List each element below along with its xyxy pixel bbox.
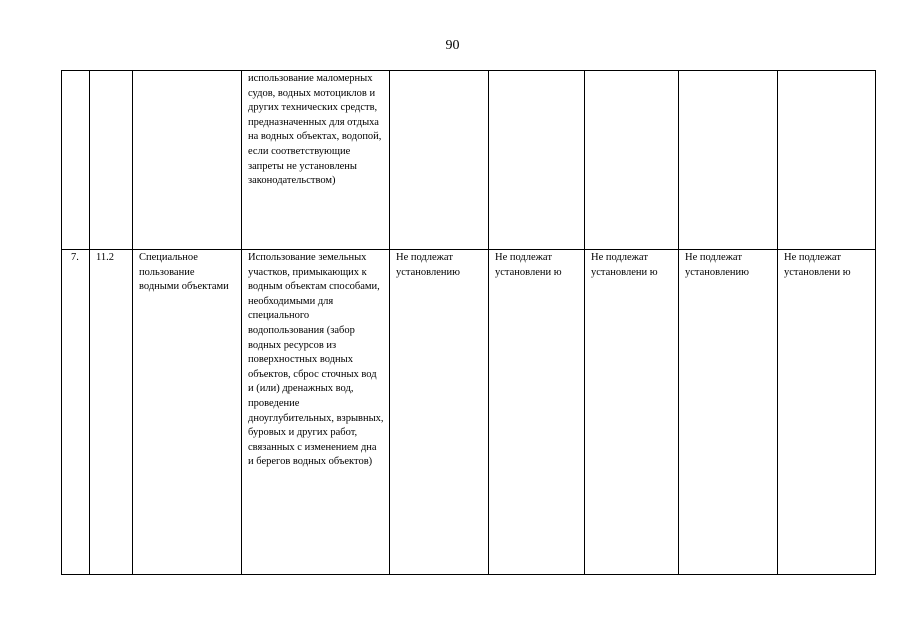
- row-col8-cell: [679, 250, 778, 575]
- row-code-cell: [90, 250, 133, 575]
- row-number-cell: [62, 250, 90, 575]
- row-col7: Не подлежат установлени ю: [591, 252, 658, 278]
- table-row: [62, 71, 876, 250]
- row-description-cell: [242, 71, 390, 250]
- row-col6-cell: [489, 250, 585, 575]
- row-col7-cell: [585, 250, 679, 575]
- table-row: [62, 250, 876, 575]
- row-name-cell: [133, 71, 242, 250]
- row-description-cell: [242, 250, 390, 575]
- row-col5: Не подлежат установлению: [396, 252, 460, 278]
- document-table: [61, 70, 876, 575]
- row-col5-cell: [390, 71, 489, 250]
- row-col6: Не подлежат установлени ю: [495, 252, 562, 278]
- row-col8: Не подлежат установлению: [685, 252, 749, 278]
- row-col8-cell: [679, 71, 778, 250]
- row-col5-cell: [390, 250, 489, 575]
- row-name: Специальное пользование водными объектами: [139, 252, 229, 293]
- row-number: 7.: [71, 252, 79, 263]
- row-number-cell: [62, 71, 90, 250]
- row-code: 11.2: [96, 252, 114, 263]
- row-col9-cell: [778, 71, 876, 250]
- row-name-cell: [133, 250, 242, 575]
- row-code-cell: [90, 71, 133, 250]
- row-description: Использование земельных участков, примыкающих к водным объектам способами, необходимыми для специального водопользования (забор водных ресурсов из поверхностных водных объектов, сброс сточных вод и (или) дренажных вод, проведение дноуглубительных, взрывных, буровых и других работ, связанных с изменением дна и берегов водных объектов): [248, 252, 384, 468]
- row-col7-cell: [585, 71, 679, 250]
- row-col9-cell: [778, 250, 876, 575]
- page-number: 90: [445, 38, 460, 53]
- row-description: использование маломерных судов, водных мотоциклов и других технических средств, предназначенных для отдыха на водных объектах, водопой, если соответствующие запреты не установлены законодательством): [248, 73, 382, 187]
- row-col6-cell: [489, 71, 585, 250]
- row-col9: Не подлежат установлени ю: [784, 252, 851, 278]
